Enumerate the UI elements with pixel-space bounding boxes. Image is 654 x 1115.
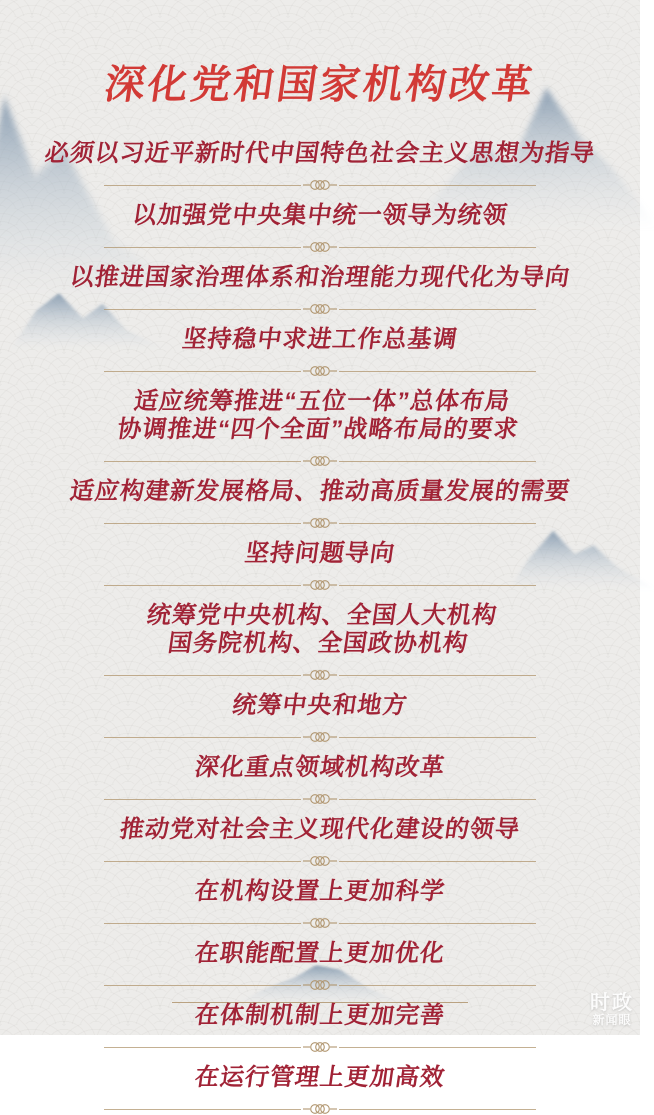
list-item: [0, 1002, 642, 1030]
divider: [104, 365, 536, 377]
divider-line: [104, 737, 301, 738]
list-item: [0, 878, 642, 906]
divider-line: [104, 1047, 301, 1048]
divider-line: [104, 923, 301, 924]
item-text: 在体制机制上更加完善: [193, 1002, 447, 1029]
item-text: 坚持问题导向: [243, 540, 397, 567]
divider: [104, 669, 536, 681]
knot-ornament-icon: [303, 669, 337, 681]
list-item: [0, 202, 642, 230]
knot-ornament-icon: [303, 793, 337, 805]
item-text: 深化重点领域机构改革: [193, 754, 447, 781]
divider: [104, 303, 536, 315]
divider-line: [339, 309, 536, 310]
knot-ornament-icon: [303, 241, 337, 253]
divider-line: [339, 1109, 536, 1110]
divider-line: [104, 309, 301, 310]
divider: [104, 579, 536, 591]
item-text: 在职能配置上更加优化: [193, 940, 447, 967]
list-item: [0, 264, 642, 292]
divider-line: [339, 985, 536, 986]
list-item: [0, 602, 644, 658]
divider: [104, 1103, 536, 1115]
knot-ornament-icon: [303, 731, 337, 743]
item-text: 适应统筹推进“五位一体”总体布局: [132, 388, 512, 415]
item-text: 在机构设置上更加科学: [193, 878, 447, 905]
divider: [104, 179, 536, 191]
knot-ornament-icon: [303, 579, 337, 591]
list-item: [0, 326, 642, 354]
divider-line: [339, 185, 536, 186]
divider-line: [104, 371, 301, 372]
divider: [104, 979, 536, 991]
divider: [104, 1041, 536, 1053]
item-text: 必须以习近平新时代中国特色社会主义思想为指导: [43, 140, 597, 167]
divider-line: [339, 523, 536, 524]
knot-ornament-icon: [303, 303, 337, 315]
item-text: 推动党对社会主义现代化建设的领导: [118, 816, 522, 843]
divider: [104, 793, 536, 805]
item-text: 适应构建新发展格局、推动高质量发展的需要: [68, 478, 572, 505]
list-item: [0, 140, 642, 168]
watermark-subtitle: 新闻眼: [592, 1013, 632, 1028]
divider-line: [104, 461, 301, 462]
list-item: [0, 478, 642, 506]
divider: [104, 517, 536, 529]
divider-line: [339, 923, 536, 924]
list-item: [0, 692, 642, 720]
knot-ornament-icon: [303, 917, 337, 929]
item-text: 以加强党中央集中统一领导为统领: [130, 202, 510, 229]
list-item: [0, 940, 642, 968]
list-item: [0, 388, 644, 444]
watermark-title: 时政: [590, 992, 634, 1015]
divider-line: [104, 247, 301, 248]
divider: [104, 917, 536, 929]
divider-line: [104, 799, 301, 800]
divider-line: [104, 523, 301, 524]
item-text: 以推进国家治理体系和治理能力现代化为导向: [68, 264, 572, 291]
list-item: [0, 540, 642, 568]
divider: [104, 731, 536, 743]
knot-ornament-icon: [303, 1041, 337, 1053]
divider-line: [339, 861, 536, 862]
knot-ornament-icon: [303, 855, 337, 867]
knot-ornament-icon: [303, 365, 337, 377]
divider-line: [339, 247, 536, 248]
item-text: 坚持稳中求进工作总基调: [180, 326, 460, 353]
divider-line: [104, 585, 301, 586]
divider-line: [339, 675, 536, 676]
divider-line: [104, 985, 301, 986]
divider-line: [339, 461, 536, 462]
item-text: 国务院机构、全国政协机构: [166, 630, 471, 657]
item-text: 统筹党中央机构、全国人大机构: [145, 602, 499, 629]
knot-ornament-icon: [303, 517, 337, 529]
principles-list: [0, 140, 640, 1115]
item-text: 协调推进“四个全面”战略布局的要求: [115, 416, 521, 443]
list-item: [0, 754, 642, 782]
item-text: 在运行管理上更加高效: [193, 1064, 447, 1091]
divider-line: [339, 799, 536, 800]
page-title: 深化党和国家机构改革: [101, 63, 539, 107]
list-item: [0, 1064, 642, 1092]
item-text: 统筹中央和地方: [230, 692, 410, 719]
knot-ornament-icon: [303, 455, 337, 467]
knot-ornament-icon: [303, 179, 337, 191]
divider: [104, 855, 536, 867]
knot-ornament-icon: [303, 979, 337, 991]
divider-line: [104, 675, 301, 676]
divider: [104, 241, 536, 253]
divider-line: [104, 861, 301, 862]
divider-line: [104, 185, 301, 186]
divider-line: [339, 371, 536, 372]
knot-ornament-icon: [303, 1103, 337, 1115]
divider-line: [339, 585, 536, 586]
watermark: [590, 993, 634, 1027]
divider-line: [104, 1109, 301, 1110]
divider-line: [339, 1047, 536, 1048]
divider-line: [339, 737, 536, 738]
list-item: [0, 816, 642, 844]
divider: [104, 455, 536, 467]
